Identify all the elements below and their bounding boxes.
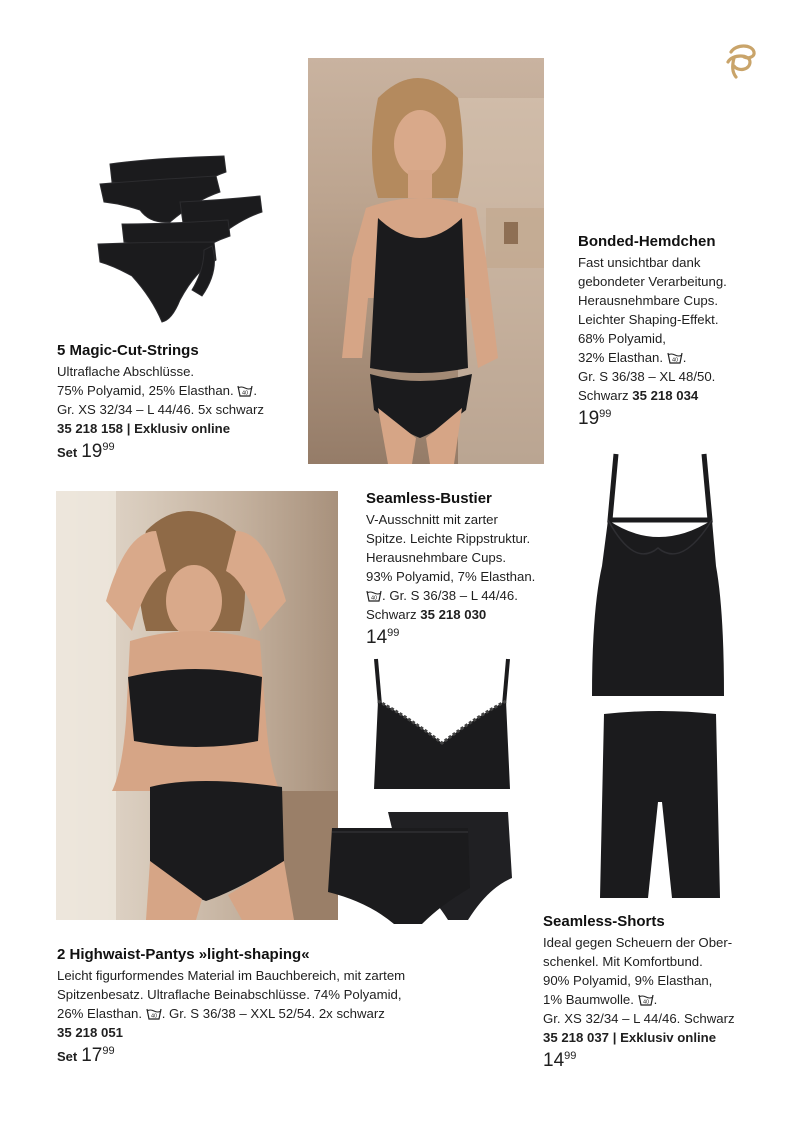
bustier-product-image [368,655,516,791]
panty-line-3 [57,1004,487,1023]
strings-price [57,442,307,464]
wash-40-icon [638,993,654,1006]
shorts-article-line [543,1028,773,1047]
hemdchen-material: 32% Elasthan. [578,350,664,365]
camisole-product-image [588,450,728,698]
shorts-title: Seamless-Shorts [543,913,665,930]
svg-text:40: 40 [370,595,378,602]
bustier-article-line [366,605,596,624]
wash-40-icon [237,384,253,397]
shorts-product-image [596,710,724,900]
panty-product-image [318,808,518,926]
bustier-panty-model-photo [56,491,338,920]
strings-separator: | [126,421,131,436]
strings-online: Exklusiv online [134,421,231,436]
shorts-description [543,912,773,1073]
shorts-size: Gr. XS 32/34 – L 44/46. Schwarz [543,1011,735,1026]
strings-article-line [57,419,307,438]
shorts-price-cents: 99 [564,1050,577,1062]
bustier-line-3: Herausnehmbare Cups. [366,550,507,565]
hemdchen-size: Gr. S 36/38 – XL 48/50. [578,369,716,384]
strings-material: 75% Polyamid, 25% Elasthan. [57,383,234,398]
bustier-line-5 [366,586,596,605]
bustier-color: Schwarz [366,607,417,622]
shorts-wash-suffix: . [653,992,658,1007]
hemdchen-article-line [578,386,778,405]
strings-price-main: 19 [81,441,103,462]
camisole-model-photo [308,58,544,464]
bustier-size: . Gr. S 36/38 – L 44/46. [382,588,518,603]
strings-line-2 [57,381,307,400]
shorts-line-1: Ideal gegen Scheuern der Ober- [543,935,733,950]
hemdchen-price [578,409,778,431]
strings-line-3: Gr. XS 32/34 – L 44/46. 5x schwarz [57,402,264,417]
shorts-online: Exklusiv online [620,1030,717,1045]
shorts-line-2: schenkel. Mit Komfortbund. [543,954,703,969]
bustier-line-2: Spitze. Leichte Rippstruktur. [366,531,531,546]
shorts-price [543,1051,773,1073]
bustier-article: 35 218 030 [420,607,487,622]
tchibo-logo-icon [722,40,758,80]
panty-title: 2 Highwaist-Pantys »light-shaping« [57,946,310,963]
shorts-line-4 [543,990,773,1009]
strings-title: 5 Magic-Cut-Strings [57,342,199,359]
bustier-line-1: V-Ausschnitt mit zarter [366,512,498,527]
hemdchen-color: Schwarz [578,388,629,403]
hemdchen-article: 35 218 034 [632,388,699,403]
hemdchen-line-4: Leichter Shaping-Effekt. [578,312,719,327]
hemdchen-wash-suffix: . [682,350,687,365]
panty-price-prefix: Set [57,1049,78,1064]
panty-price-main: 17 [81,1045,103,1066]
panty-line-1: Leicht figurformendes Material im Bauchbereich, mit zartem [57,968,406,983]
wash-40-icon [146,1007,162,1020]
shorts-article: 35 218 037 [543,1030,610,1045]
strings-line-1: Ultraflache Abschlüsse. [57,364,195,379]
panty-price-cents: 99 [102,1045,115,1057]
panty-size: . Gr. S 36/38 – XXL 52/54. 2x schwarz [161,1006,385,1021]
hemdchen-line-2: gebondeter Verarbeitung. [578,274,727,289]
strings-article: 35 218 158 [57,421,124,436]
svg-text:40: 40 [150,1013,157,1020]
svg-text:40: 40 [642,999,649,1006]
wash-40-icon [667,351,683,364]
strings-wash-suffix: . [253,383,258,398]
hemdchen-description [578,232,778,431]
hemdchen-line-6 [578,348,778,367]
panty-price [57,1046,487,1068]
hemdchen-line-5: 68% Polyamid, [578,331,666,346]
strings-product-image [92,150,268,326]
hemdchen-title: Bonded-Hemdchen [578,233,716,250]
shorts-material: 1% Baumwolle. [543,992,634,1007]
wash-40-icon [366,589,382,602]
hemdchen-line-1: Fast unsichtbar dank [578,255,701,270]
shorts-price-main: 14 [543,1050,565,1071]
strings-price-cents: 99 [102,441,115,453]
hemdchen-price-main: 19 [578,408,600,429]
shorts-separator: | [612,1030,617,1045]
svg-text:40: 40 [671,357,678,364]
bustier-description [366,489,596,650]
strings-description [57,341,307,464]
panty-material: 26% Elasthan. [57,1006,143,1021]
svg-text:40: 40 [242,390,249,397]
hemdchen-price-cents: 99 [599,408,612,420]
strings-price-prefix: Set [57,445,78,460]
bustier-price-cents: 99 [387,627,400,639]
panty-line-2: Spitzenbesatz. Ultraflache Beinabschlüsse. 74% Polyamid, [57,987,402,1002]
bustier-title: Seamless-Bustier [366,490,492,507]
bustier-line-4: 93% Polyamid, 7% Elasthan. [366,569,536,584]
panty-description [57,945,487,1068]
shorts-line-3: 90% Polyamid, 9% Elasthan, [543,973,713,988]
bustier-price-main: 14 [366,627,388,648]
panty-article: 35 218 051 [57,1025,124,1040]
hemdchen-line-3: Herausnehmbare Cups. [578,293,719,308]
bustier-price [366,628,596,650]
